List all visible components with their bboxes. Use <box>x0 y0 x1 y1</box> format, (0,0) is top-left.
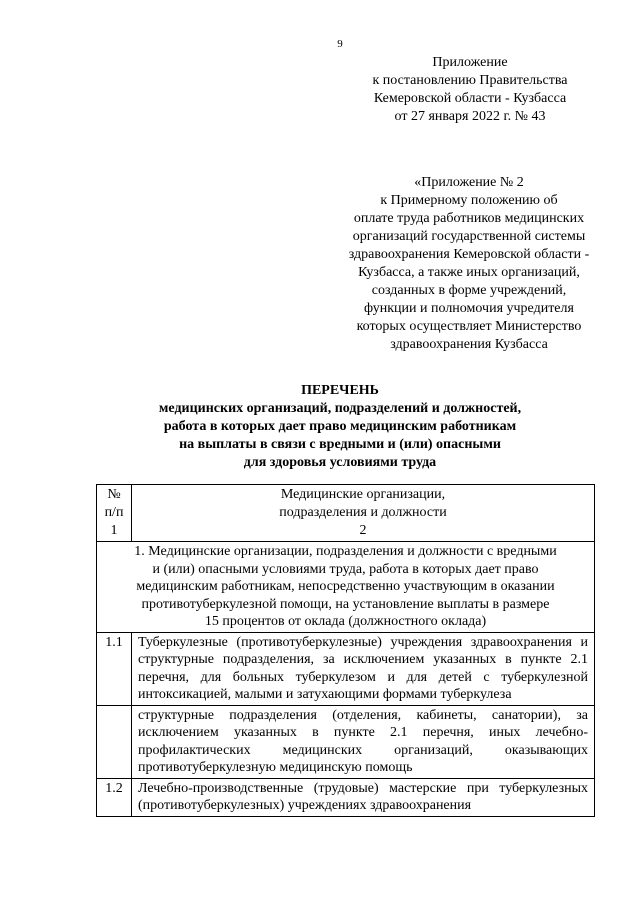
appendix-line: здравоохранения Кузбасса <box>390 337 548 352</box>
section-row <box>97 542 595 633</box>
table-row <box>97 632 595 705</box>
section-line: противотуберкулезной помощи, на установление выплаты в размере <box>141 596 550 612</box>
row-number <box>97 705 132 778</box>
title-line: на выплаты в связи с вредными и (или) опасными <box>179 437 501 452</box>
approval-line: от 27 января 2022 г. № 43 <box>394 109 546 124</box>
row-number: 1.1 <box>97 632 132 705</box>
header-number-line: № <box>107 487 121 502</box>
title-line: медицинских организаций, подразделений и должностей, <box>158 401 522 416</box>
appendix-line: «Приложение № 2 <box>414 175 524 190</box>
title-heading: ПЕРЕЧЕНЬ <box>301 383 379 398</box>
appendix-line: Кузбасса, а также иных организаций, <box>358 265 580 280</box>
section-line: и (или) опасными условиями труда, работа в которых дает право <box>152 561 539 577</box>
row-number: 1.2 <box>97 778 132 816</box>
appendix-line: которых осуществляет Министерство <box>356 319 582 334</box>
table-header-row <box>97 485 595 542</box>
approval-line: Кемеровской области - Кузбасса <box>373 91 567 106</box>
header-number-line: п/п <box>104 505 124 520</box>
page-number: 9 <box>337 38 343 50</box>
header-number-line: 1 <box>110 523 118 538</box>
approval-line: Приложение <box>432 55 508 70</box>
approval-block <box>340 54 600 126</box>
table-row <box>97 705 595 778</box>
appendix-line: здравоохранения Кемеровской области - <box>348 247 590 262</box>
row-text: Туберкулезные (противотуберкулезные) учреждения здравоохранения и структурные подразделения, за исключением указанных в пункте 2.1 перечня, для больных туберкулезом и для детей с туберкулезной интоксикацией, малыми и затухающими формами туберкулеза <box>132 632 595 705</box>
header-number-cell <box>97 485 132 542</box>
section-cell <box>97 542 595 633</box>
section-line: 15 процентов от оклада (должностного оклада) <box>204 614 487 629</box>
header-text-line: подразделения и должности <box>279 505 447 520</box>
document-title <box>120 382 560 472</box>
row-text: Лечебно-производственные (трудовые) мастерские при туберкулезных (противотуберкулезных) учреждениях здравоохранения <box>132 778 595 816</box>
title-line: работа в которых дает право медицинским работникам <box>163 419 517 434</box>
appendix-line: оплате труда работников медицинских <box>353 211 585 226</box>
table-row <box>97 778 595 816</box>
organizations-table <box>96 484 595 817</box>
row-text: структурные подразделения (отделения, кабинеты, санатории), за исключением указанных в пункте 2.1 перечня, иных лечебно-профилактических медицинских организаций, оказывающих противотуберкулезную медицинскую помощь <box>132 705 595 778</box>
header-text-line: Медицинские организации, <box>280 487 446 502</box>
appendix-line: организаций государственной системы <box>352 229 586 244</box>
header-text-line: 2 <box>359 523 367 538</box>
appendix-block <box>324 174 614 354</box>
header-text-cell <box>132 485 595 542</box>
appendix-line: созданных в форме учреждений, <box>371 283 567 298</box>
appendix-line: функции и полномочия учредителя <box>364 301 574 316</box>
approval-line: к постановлению Правительства <box>372 73 568 88</box>
section-line: медицинским работникам, непосредственно участвующим в оказании <box>136 579 555 594</box>
title-line: для здоровья условиями труда <box>243 455 437 470</box>
section-line: 1. Медицинские организации, подразделения и должности с вредными <box>134 544 557 559</box>
appendix-line: к Примерному положению об <box>380 193 558 208</box>
